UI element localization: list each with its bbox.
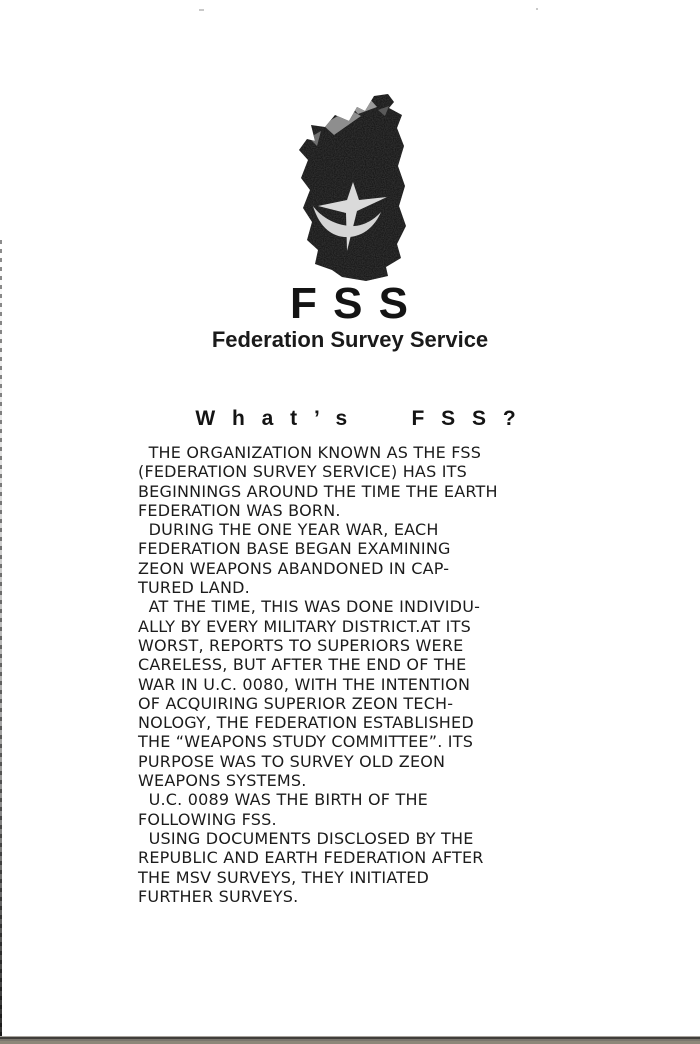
text-line: TURED LAND. [138,578,250,598]
text-line: ALLY BY EVERY MILITARY DISTRICT.AT ITS [138,616,471,636]
text-line: THE ORGANIZATION KNOWN AS THE FSS [138,443,482,462]
text-line: WEAPONS SYSTEMS. [138,771,307,791]
article-heading: W h a t ’ s F S S ? [195,407,517,430]
text-line: FEDERATION WAS BORN. [138,500,341,520]
scan-left-edge [0,240,2,1036]
text-line: FURTHER SURVEYS. [138,886,299,906]
text-line: ZEON WEAPONS ABANDONED IN CAP- [138,558,450,578]
text-line: U.C. 0089 WAS THE BIRTH OF THE [138,790,428,810]
text-line: AT THE TIME, THIS WAS DONE INDIVIDU- [138,597,481,617]
text-line: REPUBLIC AND EARTH FEDERATION AFTER [138,848,484,868]
text-line: BEGINNINGS AROUND THE TIME THE EARTH [138,481,498,501]
article [138,406,574,906]
text-line: DURING THE ONE YEAR WAR, EACH [138,520,439,540]
text-line: WAR IN U.C. 0080, WITH THE INTENTION [138,674,471,694]
article-body [138,443,574,906]
text-line: THE MSV SURVEYS, THEY INITIATED [138,867,430,887]
text-line: OF ACQUIRING SUPERIOR ZEON TECH- [138,693,454,713]
text-line: PURPOSE WAS TO SURVEY OLD ZEON [138,751,446,771]
scan-speck [536,8,538,10]
scan-bottom-edge [0,1036,700,1044]
logo-subtitle: Federation Survey Service [211,327,489,352]
logo-title: F S S [289,279,411,328]
text-line: NOLOGY, THE FEDERATION ESTABLISHED [138,713,474,733]
text-line: FEDERATION BASE BEGAN EXAMINING [138,539,451,559]
star-crescent-rock-emblem-icon [290,94,410,282]
text-line: CARELESS, BUT AFTER THE END OF THE [138,655,467,675]
text-line: FOLLOWING FSS. [138,809,277,829]
scan-speck [199,9,204,11]
text-line: USING DOCUMENTS DISCLOSED BY THE [138,828,474,848]
text-line: THE “WEAPONS STUDY COMMITTEE”. ITS [138,732,474,752]
text-line: (FEDERATION SURVEY SERVICE) HAS ITS [138,462,467,482]
text-line: WORST, REPORTS TO SUPERIORS WERE [138,635,464,655]
